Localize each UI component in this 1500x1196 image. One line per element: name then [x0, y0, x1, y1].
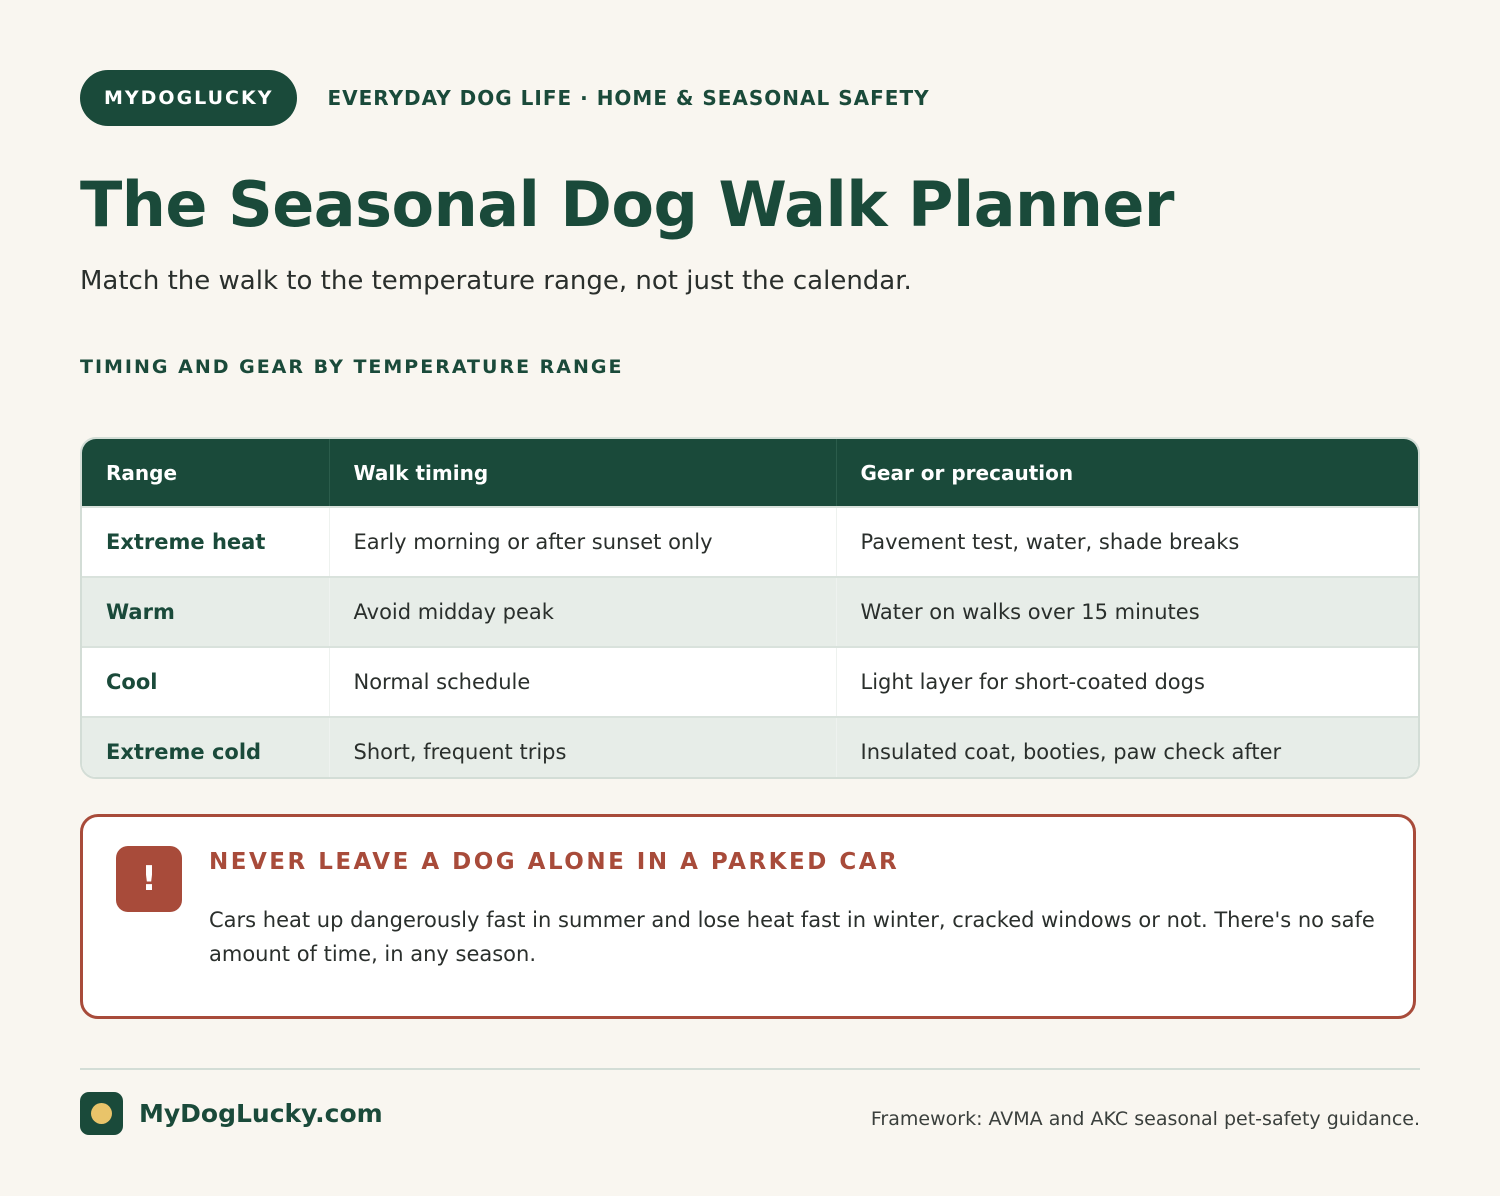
footer-brand	[80, 1092, 383, 1135]
logo-dot	[91, 1103, 112, 1124]
footer-divider	[80, 1068, 1420, 1070]
alert-body: Cars heat up dangerously fast in summer and lose heat fast in winter, cracked windows or not. There's no safe amount of time, in any season.	[209, 908, 1375, 966]
header	[80, 70, 930, 126]
table-row	[82, 717, 1418, 779]
column-header-walk-timing: Walk timing	[329, 439, 836, 507]
column-header-gear: Gear or precaution	[836, 439, 1418, 507]
page-title: The Seasonal Dog Walk Planner	[80, 168, 1174, 241]
column-header-range: Range	[82, 439, 329, 507]
gear-cell: Pavement test, water, shade breaks	[836, 507, 1418, 577]
footer-site-link[interactable]: MyDogLucky.com	[139, 1099, 383, 1128]
timing-cell: Avoid midday peak	[329, 577, 836, 647]
table-row	[82, 647, 1418, 717]
gear-cell: Light layer for short-coated dogs	[836, 647, 1418, 717]
brand-pill: MYDOGLUCKY	[80, 70, 297, 126]
alert-title: NEVER LEAVE A DOG ALONE IN A PARKED CAR	[209, 849, 900, 875]
gear-cell: Insulated coat, booties, paw check after	[836, 717, 1418, 779]
table-row	[82, 507, 1418, 577]
logo-icon	[80, 1092, 123, 1135]
timing-cell: Short, frequent trips	[329, 717, 836, 779]
gear-cell: Water on walks over 15 minutes	[836, 577, 1418, 647]
table-header-row	[82, 439, 1418, 507]
timing-cell: Early morning or after sunset only	[329, 507, 836, 577]
range-cell: Warm	[82, 577, 329, 647]
planner-table-card	[80, 437, 1420, 779]
timing-cell: Normal schedule	[329, 647, 836, 717]
car-safety-alert	[80, 814, 1416, 1019]
range-cell: Cool	[82, 647, 329, 717]
category-kicker: EVERYDAY DOG LIFE · HOME & SEASONAL SAFETY	[327, 86, 930, 110]
footer-source-note: Framework: AVMA and AKC seasonal pet-safety guidance.	[870, 1108, 1420, 1130]
page-subtitle: Match the walk to the temperature range, not just the calendar.	[80, 266, 912, 296]
range-cell: Extreme cold	[82, 717, 329, 779]
planner-table	[82, 439, 1418, 779]
section-label: TIMING AND GEAR BY TEMPERATURE RANGE	[80, 356, 624, 378]
range-cell: Extreme heat	[82, 507, 329, 577]
exclamation-icon: !	[116, 846, 182, 912]
table-row	[82, 577, 1418, 647]
